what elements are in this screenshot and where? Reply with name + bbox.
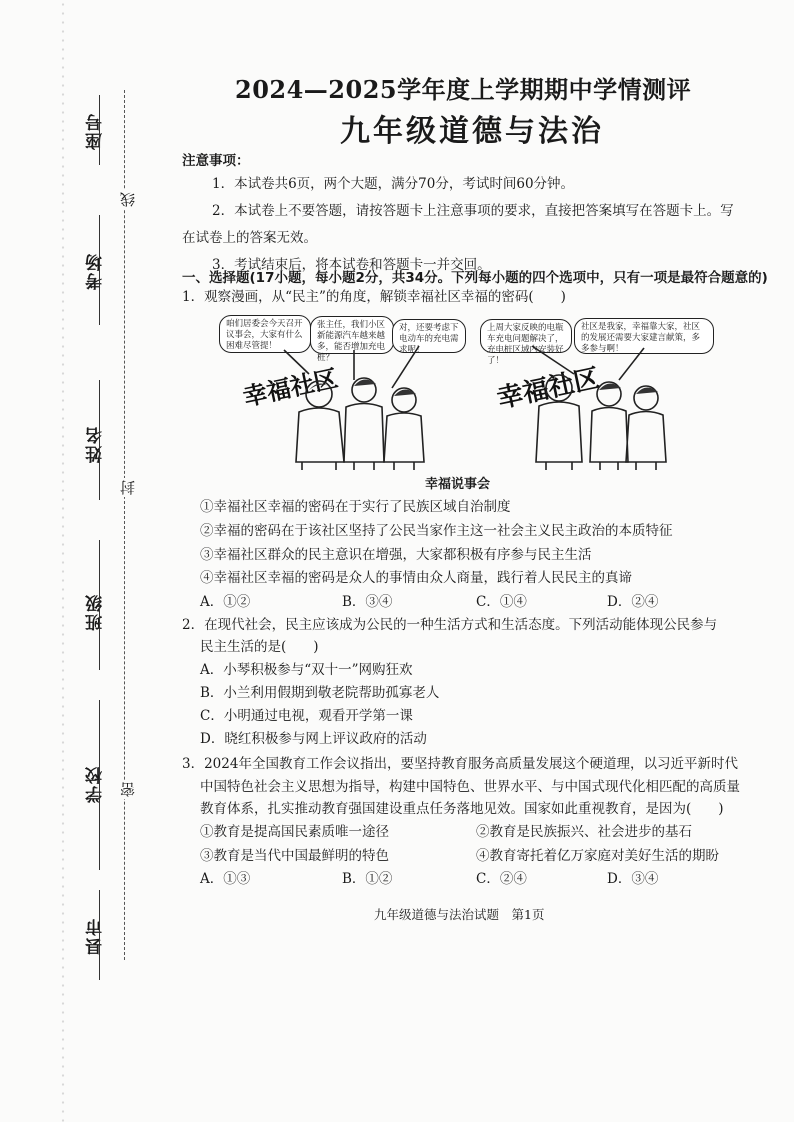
q1-statement: ①幸福社区幸福的密码在于实行了民族区域自治制度 [200, 499, 511, 515]
q2-stem-cont: 民主生活的是( ) [200, 639, 319, 655]
section-1-heading: 一、选择题(17小题，每小题2分，共34分。下列每小题的四个选项中，只有一项是最符合题意的) [182, 270, 768, 286]
happy-community-logo-left: 幸福社区 [240, 364, 341, 412]
perforation-dots [60, 0, 66, 1122]
q1-statement: ③幸福社区群众的民主意识在增强，大家都积极有序参与民主生活 [200, 547, 592, 563]
class-label: 班级 [86, 593, 106, 631]
cartoon-figures [214, 312, 714, 472]
q3-statement: ②教育是民族振兴、社会进步的基石 [476, 824, 692, 840]
exam-title: 2024—2025学年度上学期期中学情测评 [235, 75, 692, 104]
notice-block [182, 150, 734, 275]
q3-stem: 3．2024年全国教育工作会议指出，要坚持教育服务高质量发展这个硬道理，以习近平新时代 [182, 756, 738, 772]
speech-bubble: 张主任，我们小区新能源汽车越来越多，能否增加充电桩？ [310, 316, 394, 354]
q3-statement: ③教育是当代中国最鲜明的特色 [200, 848, 389, 864]
speech-bubble: 对，还要考虑下电动车的充电需求呢！ [392, 319, 466, 353]
q2-option-d[interactable]: D．晓红积极参与网上评议政府的活动 [200, 731, 427, 747]
seal-mark-xian: 线 [119, 192, 137, 207]
q1-statement: ②幸福的密码在于该社区坚持了公民当家作主这一社会主义民主政治的本质特征 [200, 523, 673, 539]
name-label: 姓名 [86, 425, 106, 463]
q2-option-a[interactable]: A．小琴积极参与“双十一”网购狂欢 [200, 662, 413, 678]
seat-number-field[interactable] [99, 95, 100, 165]
speech-bubble: 上周大家反映的电瓶车充电问题解决了，充电桩区域内安装好了！ [480, 319, 572, 353]
q2-stem: 2．在现代社会，民主应该成为公民的一种生活方式和生活态度。下列活动能体现公民参与 [182, 617, 718, 633]
q1-statement: ④幸福社区幸福的密码是众人的事情由众人商量，践行着人民民主的真谛 [200, 570, 632, 586]
school-field[interactable] [99, 700, 100, 870]
notice-item-1: 1．本试卷共6页，两个大题，满分70分，考试时间60分钟。 [212, 176, 575, 192]
seal-mark-mi: 密 [119, 782, 137, 797]
q3-option-a[interactable]: A．①③ [200, 871, 251, 887]
binding-cut-line [124, 90, 125, 960]
notice-heading: 注意事项： [182, 153, 250, 169]
q2-option-c[interactable]: C．小明通过电视，观看开学第一课 [200, 708, 413, 724]
binding-strip [0, 0, 140, 1122]
q1-option-a[interactable]: A．①② [200, 594, 251, 610]
q1-stem: 1．观察漫画，从“民主”的角度，解锁幸福社区幸福的密码( ) [182, 289, 566, 305]
seat-number-label: 座号 [86, 112, 106, 150]
school-label: 学校 [86, 765, 106, 803]
q3-stem-cont: 中国特色社会主义思想为指导，构建中国特色、世界水平、与中国式现代化相匹配的高质量 [200, 779, 740, 795]
county-field[interactable] [99, 890, 100, 980]
q3-option-c[interactable]: C．②④ [476, 871, 527, 887]
seal-mark-feng: 封 [119, 480, 137, 495]
exam-room-field[interactable] [99, 215, 100, 325]
name-field[interactable] [99, 380, 100, 500]
q2-option-b[interactable]: B．小兰利用假期到敬老院帮助孤寡老人 [200, 685, 440, 701]
q1-option-b[interactable]: B．③④ [342, 594, 393, 610]
speech-bubble: 咱们居委会今天召开议事会，大家有什么困难尽管提！ [219, 315, 311, 353]
q3-statement: ④教育寄托着亿万家庭对美好生活的期盼 [476, 848, 719, 864]
q1-option-d[interactable]: D．②④ [607, 594, 659, 610]
notice-item-2-cont: 在试卷上的答案无效。 [182, 230, 317, 246]
notice-item-2: 2．本试卷上不要答题，请按答题卡上注意事项的要求，直接把答案填写在答题卡上。写 [212, 203, 734, 219]
exam-room-label: 考场 [86, 252, 106, 290]
happy-community-logo-right: 幸福社区 [494, 363, 603, 415]
q3-stem-cont: 教育体系，扎实推动教育强国建设重点任务落地见效。国家如此重视教育，是因为( ) [200, 801, 724, 817]
page-footer: 九年级道德与法治试题 第1页 [374, 907, 545, 922]
q1-cartoon-caption: 幸福说事会 [425, 477, 491, 492]
subject-title: 九年级道德与法治 [340, 114, 604, 149]
class-field[interactable] [99, 540, 100, 670]
q1-option-c[interactable]: C．①④ [476, 594, 527, 610]
q3-option-d[interactable]: D．③④ [607, 871, 659, 887]
q1-cartoon [214, 312, 714, 472]
notice-item-3: 3．考试结束后，将本试卷和答题卡一并交回。 [212, 257, 491, 273]
q3-statement: ①教育是提高国民素质唯一途径 [200, 824, 389, 840]
speech-bubble: 社区是我家，幸福靠大家，社区的发展还需要大家建言献策，多多参与啊！ [574, 318, 714, 354]
county-label: 县市 [86, 917, 106, 955]
q3-option-b[interactable]: B．①② [342, 871, 393, 887]
